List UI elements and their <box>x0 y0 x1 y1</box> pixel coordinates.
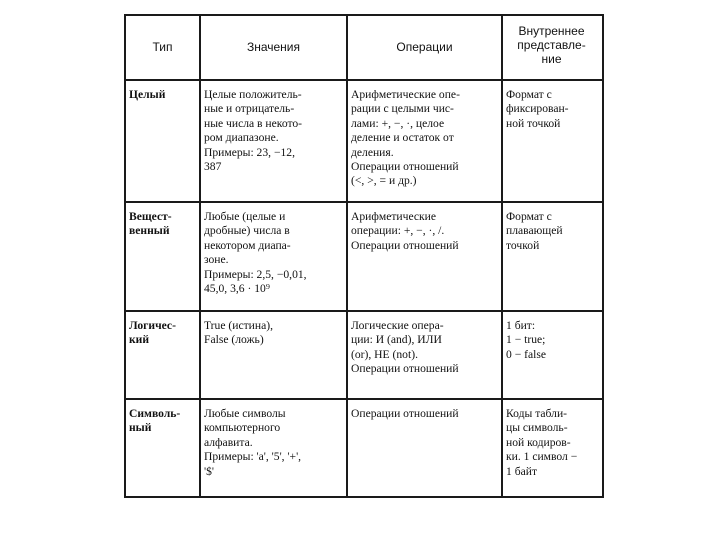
row-divider <box>124 398 602 400</box>
header-representation-line: представле- <box>517 38 586 52</box>
column-divider <box>346 14 348 496</box>
row-integer-type: Целый <box>129 88 166 101</box>
row-boolean-type: Логичес- кий <box>129 319 176 347</box>
row-boolean-operations: Логические опера- ции: И (and), ИЛИ (or), НЕ (not). Операции отношений <box>351 319 459 376</box>
header-type: Тип <box>152 40 173 54</box>
row-char-representation: Коды табли- цы символь- ной кодиров- ки. 1 символ − 1 байт <box>506 407 578 478</box>
row-real-representation: Формат с плавающей точкой <box>506 210 563 252</box>
row-real-values: Любые (целые и дробные) числа в некотором диапа- зоне. Примеры: 2,5, −0,01, 45,0, 3,6 · 10⁹ <box>204 210 307 296</box>
row-divider <box>124 201 602 203</box>
row-boolean-values: True (истина), False (ложь) <box>204 319 273 347</box>
header-values: Значения <box>246 40 301 54</box>
row-divider <box>124 310 602 312</box>
row-boolean-representation: 1 бит: 1 − true; 0 − false <box>506 319 547 361</box>
row-real-type: Вещест- венный <box>129 210 172 238</box>
row-char-operations: Операции отношений <box>351 407 459 420</box>
row-integer-values: Целые положитель- ные и отрицатель- ные числа в некото- ром диапазоне. Примеры: 23, −12, 387 <box>204 88 303 174</box>
header-divider <box>124 79 602 81</box>
row-integer-operations: Арифметические опе- рации с целыми чис- лами: +, −, ·, целое деление и остаток от деления. Операции отношений (<, >, = и др.) <box>351 88 460 188</box>
row-char-type: Символь- ный <box>129 407 181 435</box>
row-integer-representation: Формат с фиксирован- ной точкой <box>506 88 569 130</box>
header-operations: Операции <box>396 40 453 54</box>
row-real-operations: Арифметические операции: +, −, ·, /. Операции отношений <box>351 210 459 252</box>
header-representation-line: ние <box>541 52 562 66</box>
header-representation <box>503 24 600 66</box>
header-representation-line: Внутреннее <box>518 24 585 38</box>
column-divider <box>501 14 503 496</box>
column-divider <box>199 14 201 496</box>
row-char-values: Любые символы компьютерного алфавита. Примеры: 'a', '5', '+', '$' <box>204 407 302 478</box>
data-types-table <box>124 14 602 496</box>
